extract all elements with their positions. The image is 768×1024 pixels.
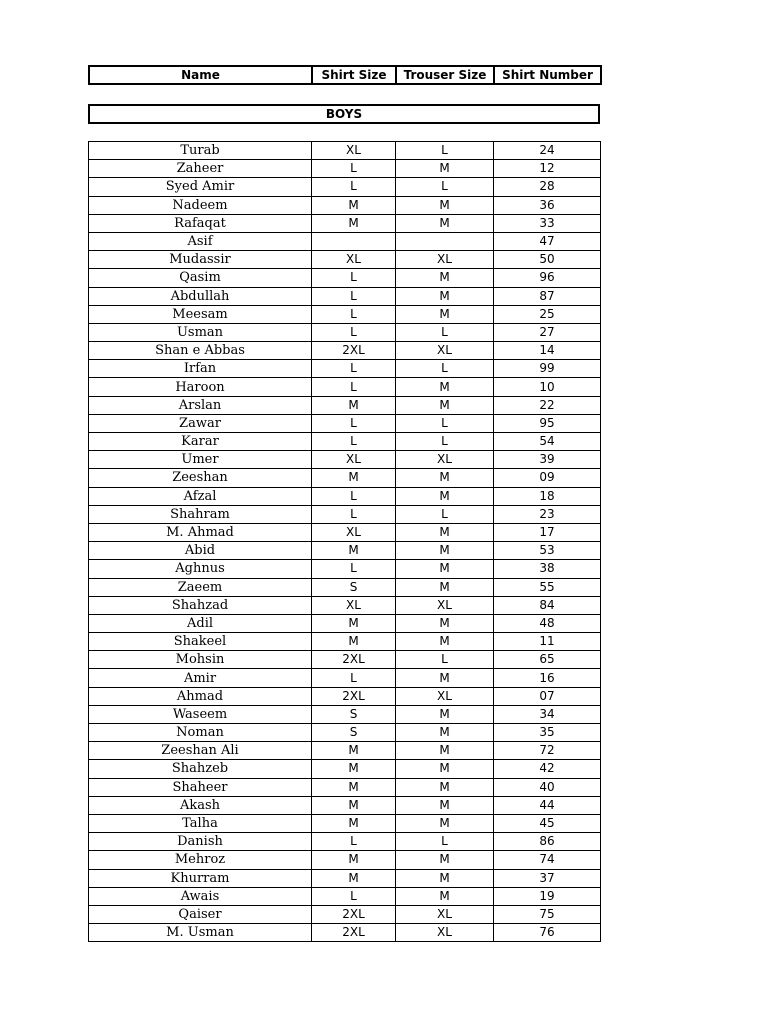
shirt-number-cell: 45 bbox=[494, 814, 601, 832]
shirt-number-cell: 72 bbox=[494, 742, 601, 760]
shirt-size-cell: M bbox=[312, 796, 396, 814]
shirt-number-cell: 16 bbox=[494, 669, 601, 687]
table-row bbox=[89, 651, 601, 669]
name-cell: M. Ahmad bbox=[89, 523, 312, 541]
header-trouser-size: Trouser Size bbox=[396, 66, 494, 84]
table-row bbox=[89, 869, 601, 887]
shirt-number-cell: 65 bbox=[494, 651, 601, 669]
shirt-number-cell: 18 bbox=[494, 487, 601, 505]
table-row bbox=[89, 796, 601, 814]
shirt-number-cell: 11 bbox=[494, 633, 601, 651]
shirt-number-cell: 54 bbox=[494, 433, 601, 451]
shirt-size-cell: M bbox=[312, 542, 396, 560]
shirt-size-cell: L bbox=[312, 887, 396, 905]
name-cell: Mudassir bbox=[89, 251, 312, 269]
table-row bbox=[89, 614, 601, 632]
header-shirt-number: Shirt Number bbox=[494, 66, 601, 84]
trouser-size-cell: M bbox=[396, 560, 494, 578]
shirt-size-cell: M bbox=[312, 469, 396, 487]
name-cell: Syed Amir bbox=[89, 178, 312, 196]
table-row bbox=[89, 542, 601, 560]
trouser-size-cell: M bbox=[396, 196, 494, 214]
table-row bbox=[89, 760, 601, 778]
shirt-size-cell: XL bbox=[312, 142, 396, 160]
name-cell: Karar bbox=[89, 433, 312, 451]
trouser-size-cell: M bbox=[396, 396, 494, 414]
header-shirt-size: Shirt Size bbox=[312, 66, 396, 84]
name-cell: Mehroz bbox=[89, 851, 312, 869]
name-cell: Turab bbox=[89, 142, 312, 160]
shirt-size-cell: L bbox=[312, 833, 396, 851]
trouser-size-cell: L bbox=[396, 414, 494, 432]
shirt-number-cell: 40 bbox=[494, 778, 601, 796]
roster-table bbox=[88, 141, 601, 942]
shirt-number-cell: 28 bbox=[494, 178, 601, 196]
name-cell: Qasim bbox=[89, 269, 312, 287]
table-row bbox=[89, 905, 601, 923]
name-cell: Nadeem bbox=[89, 196, 312, 214]
trouser-size-cell: L bbox=[396, 142, 494, 160]
name-cell: Arslan bbox=[89, 396, 312, 414]
table-row bbox=[89, 196, 601, 214]
shirt-number-cell: 34 bbox=[494, 705, 601, 723]
trouser-size-cell: M bbox=[396, 796, 494, 814]
shirt-number-cell: 35 bbox=[494, 724, 601, 742]
section-title-boys: BOYS bbox=[88, 104, 600, 124]
shirt-size-cell: 2XL bbox=[312, 651, 396, 669]
shirt-number-cell: 22 bbox=[494, 396, 601, 414]
shirt-number-cell: 74 bbox=[494, 851, 601, 869]
trouser-size-cell: M bbox=[396, 887, 494, 905]
shirt-size-cell: L bbox=[312, 287, 396, 305]
name-cell: Abdullah bbox=[89, 287, 312, 305]
trouser-size-cell: L bbox=[396, 360, 494, 378]
table-row bbox=[89, 705, 601, 723]
shirt-number-cell: 44 bbox=[494, 796, 601, 814]
shirt-size-cell: M bbox=[312, 214, 396, 232]
shirt-size-cell: M bbox=[312, 778, 396, 796]
name-cell: Awais bbox=[89, 887, 312, 905]
trouser-size-cell: M bbox=[396, 778, 494, 796]
table-row bbox=[89, 633, 601, 651]
shirt-number-cell: 96 bbox=[494, 269, 601, 287]
trouser-size-cell: XL bbox=[396, 342, 494, 360]
trouser-size-cell: M bbox=[396, 269, 494, 287]
trouser-size-cell: M bbox=[396, 633, 494, 651]
shirt-number-cell: 84 bbox=[494, 596, 601, 614]
shirt-size-cell: L bbox=[312, 269, 396, 287]
table-row bbox=[89, 160, 601, 178]
shirt-number-cell: 33 bbox=[494, 214, 601, 232]
shirt-number-cell: 42 bbox=[494, 760, 601, 778]
shirt-size-cell: 2XL bbox=[312, 924, 396, 942]
trouser-size-cell: M bbox=[396, 760, 494, 778]
trouser-size-cell: L bbox=[396, 323, 494, 341]
trouser-size-cell: L bbox=[396, 833, 494, 851]
table-row bbox=[89, 414, 601, 432]
name-cell: Zaheer bbox=[89, 160, 312, 178]
name-cell: Shakeel bbox=[89, 633, 312, 651]
name-cell: Zawar bbox=[89, 414, 312, 432]
table-row bbox=[89, 887, 601, 905]
name-cell: Umer bbox=[89, 451, 312, 469]
shirt-number-cell: 19 bbox=[494, 887, 601, 905]
trouser-size-cell: L bbox=[396, 433, 494, 451]
name-cell: Rafaqat bbox=[89, 214, 312, 232]
trouser-size-cell: L bbox=[396, 505, 494, 523]
table-row bbox=[89, 578, 601, 596]
trouser-size-cell: XL bbox=[396, 924, 494, 942]
shirt-size-cell: XL bbox=[312, 596, 396, 614]
trouser-size-cell: XL bbox=[396, 596, 494, 614]
name-cell: Usman bbox=[89, 323, 312, 341]
shirt-size-cell: L bbox=[312, 323, 396, 341]
name-cell: Abid bbox=[89, 542, 312, 560]
table-row bbox=[89, 833, 601, 851]
trouser-size-cell: M bbox=[396, 487, 494, 505]
trouser-size-cell: XL bbox=[396, 251, 494, 269]
name-cell: Shan e Abbas bbox=[89, 342, 312, 360]
table-row bbox=[89, 287, 601, 305]
name-cell: Ahmad bbox=[89, 687, 312, 705]
table-row bbox=[89, 778, 601, 796]
trouser-size-cell: M bbox=[396, 869, 494, 887]
shirt-size-cell: XL bbox=[312, 251, 396, 269]
trouser-size-cell: M bbox=[396, 523, 494, 541]
shirt-number-cell: 50 bbox=[494, 251, 601, 269]
trouser-size-cell: M bbox=[396, 614, 494, 632]
trouser-size-cell: M bbox=[396, 669, 494, 687]
shirt-number-cell: 36 bbox=[494, 196, 601, 214]
shirt-number-cell: 86 bbox=[494, 833, 601, 851]
name-cell: Talha bbox=[89, 814, 312, 832]
shirt-number-cell: 37 bbox=[494, 869, 601, 887]
name-cell: Adil bbox=[89, 614, 312, 632]
name-cell: Aghnus bbox=[89, 560, 312, 578]
table-row bbox=[89, 724, 601, 742]
table-row bbox=[89, 505, 601, 523]
shirt-size-cell: 2XL bbox=[312, 905, 396, 923]
shirt-size-cell bbox=[312, 232, 396, 250]
trouser-size-cell: M bbox=[396, 287, 494, 305]
name-cell: Zeeshan Ali bbox=[89, 742, 312, 760]
shirt-size-cell: L bbox=[312, 378, 396, 396]
trouser-size-cell: M bbox=[396, 814, 494, 832]
table-row bbox=[89, 523, 601, 541]
header-name: Name bbox=[89, 66, 312, 84]
trouser-size-cell: M bbox=[396, 214, 494, 232]
name-cell: Khurram bbox=[89, 869, 312, 887]
name-cell: Shahzeb bbox=[89, 760, 312, 778]
table-row bbox=[89, 378, 601, 396]
trouser-size-cell: L bbox=[396, 178, 494, 196]
shirt-size-cell: L bbox=[312, 178, 396, 196]
trouser-size-cell: XL bbox=[396, 687, 494, 705]
trouser-size-cell: M bbox=[396, 578, 494, 596]
shirt-number-cell: 75 bbox=[494, 905, 601, 923]
shirt-size-cell: M bbox=[312, 196, 396, 214]
table-row bbox=[89, 814, 601, 832]
trouser-size-cell: XL bbox=[396, 905, 494, 923]
trouser-size-cell: M bbox=[396, 542, 494, 560]
shirt-number-cell: 87 bbox=[494, 287, 601, 305]
name-cell: Akash bbox=[89, 796, 312, 814]
name-cell: Noman bbox=[89, 724, 312, 742]
shirt-size-cell: M bbox=[312, 869, 396, 887]
column-header-table bbox=[88, 65, 602, 85]
trouser-size-cell: M bbox=[396, 305, 494, 323]
table-row bbox=[89, 305, 601, 323]
name-cell: Qaiser bbox=[89, 905, 312, 923]
roster-sheet bbox=[88, 65, 600, 942]
shirt-size-cell: L bbox=[312, 505, 396, 523]
shirt-number-cell: 07 bbox=[494, 687, 601, 705]
table-row bbox=[89, 596, 601, 614]
shirt-number-cell: 09 bbox=[494, 469, 601, 487]
name-cell: Afzal bbox=[89, 487, 312, 505]
name-cell: Waseem bbox=[89, 705, 312, 723]
shirt-size-cell: XL bbox=[312, 523, 396, 541]
name-cell: Haroon bbox=[89, 378, 312, 396]
table-row bbox=[89, 433, 601, 451]
shirt-size-cell: L bbox=[312, 560, 396, 578]
name-cell: Mohsin bbox=[89, 651, 312, 669]
shirt-size-cell: M bbox=[312, 742, 396, 760]
column-header-row bbox=[89, 66, 601, 84]
shirt-number-cell: 53 bbox=[494, 542, 601, 560]
table-row bbox=[89, 360, 601, 378]
shirt-number-cell: 14 bbox=[494, 342, 601, 360]
table-row bbox=[89, 396, 601, 414]
name-cell: Shahram bbox=[89, 505, 312, 523]
shirt-size-cell: M bbox=[312, 851, 396, 869]
shirt-size-cell: L bbox=[312, 360, 396, 378]
table-row bbox=[89, 669, 601, 687]
shirt-size-cell: L bbox=[312, 487, 396, 505]
shirt-number-cell: 23 bbox=[494, 505, 601, 523]
table-row bbox=[89, 687, 601, 705]
table-row bbox=[89, 924, 601, 942]
trouser-size-cell: M bbox=[396, 724, 494, 742]
shirt-size-cell: M bbox=[312, 760, 396, 778]
name-cell: Amir bbox=[89, 669, 312, 687]
shirt-number-cell: 17 bbox=[494, 523, 601, 541]
name-cell: Irfan bbox=[89, 360, 312, 378]
name-cell: Meesam bbox=[89, 305, 312, 323]
shirt-number-cell: 39 bbox=[494, 451, 601, 469]
trouser-size-cell: L bbox=[396, 651, 494, 669]
table-row bbox=[89, 560, 601, 578]
name-cell: Asif bbox=[89, 232, 312, 250]
shirt-number-cell: 76 bbox=[494, 924, 601, 942]
table-row bbox=[89, 232, 601, 250]
trouser-size-cell bbox=[396, 232, 494, 250]
shirt-number-cell: 48 bbox=[494, 614, 601, 632]
table-row bbox=[89, 451, 601, 469]
shirt-number-cell: 25 bbox=[494, 305, 601, 323]
name-cell: Danish bbox=[89, 833, 312, 851]
shirt-size-cell: L bbox=[312, 414, 396, 432]
shirt-size-cell: M bbox=[312, 633, 396, 651]
trouser-size-cell: M bbox=[396, 160, 494, 178]
table-row bbox=[89, 178, 601, 196]
shirt-size-cell: M bbox=[312, 814, 396, 832]
shirt-size-cell: 2XL bbox=[312, 342, 396, 360]
shirt-number-cell: 10 bbox=[494, 378, 601, 396]
shirt-size-cell: L bbox=[312, 433, 396, 451]
table-row bbox=[89, 323, 601, 341]
shirt-number-cell: 95 bbox=[494, 414, 601, 432]
table-row bbox=[89, 251, 601, 269]
name-cell: Shaheer bbox=[89, 778, 312, 796]
table-row bbox=[89, 214, 601, 232]
trouser-size-cell: M bbox=[396, 851, 494, 869]
table-row bbox=[89, 851, 601, 869]
shirt-size-cell: L bbox=[312, 669, 396, 687]
table-row bbox=[89, 142, 601, 160]
shirt-number-cell: 12 bbox=[494, 160, 601, 178]
shirt-number-cell: 24 bbox=[494, 142, 601, 160]
shirt-size-cell: L bbox=[312, 160, 396, 178]
shirt-size-cell: 2XL bbox=[312, 687, 396, 705]
roster-table-body bbox=[89, 142, 601, 942]
shirt-size-cell: S bbox=[312, 724, 396, 742]
shirt-number-cell: 27 bbox=[494, 323, 601, 341]
table-row bbox=[89, 269, 601, 287]
shirt-number-cell: 47 bbox=[494, 232, 601, 250]
table-row bbox=[89, 487, 601, 505]
shirt-number-cell: 99 bbox=[494, 360, 601, 378]
shirt-size-cell: M bbox=[312, 396, 396, 414]
name-cell: Shahzad bbox=[89, 596, 312, 614]
shirt-size-cell: S bbox=[312, 705, 396, 723]
name-cell: Zaeem bbox=[89, 578, 312, 596]
shirt-size-cell: S bbox=[312, 578, 396, 596]
trouser-size-cell: M bbox=[396, 705, 494, 723]
shirt-number-cell: 38 bbox=[494, 560, 601, 578]
table-row bbox=[89, 469, 601, 487]
shirt-number-cell: 55 bbox=[494, 578, 601, 596]
table-row bbox=[89, 342, 601, 360]
name-cell: Zeeshan bbox=[89, 469, 312, 487]
shirt-size-cell: M bbox=[312, 614, 396, 632]
trouser-size-cell: M bbox=[396, 378, 494, 396]
name-cell: M. Usman bbox=[89, 924, 312, 942]
shirt-size-cell: XL bbox=[312, 451, 396, 469]
trouser-size-cell: XL bbox=[396, 451, 494, 469]
table-row bbox=[89, 742, 601, 760]
trouser-size-cell: M bbox=[396, 469, 494, 487]
shirt-size-cell: L bbox=[312, 305, 396, 323]
trouser-size-cell: M bbox=[396, 742, 494, 760]
